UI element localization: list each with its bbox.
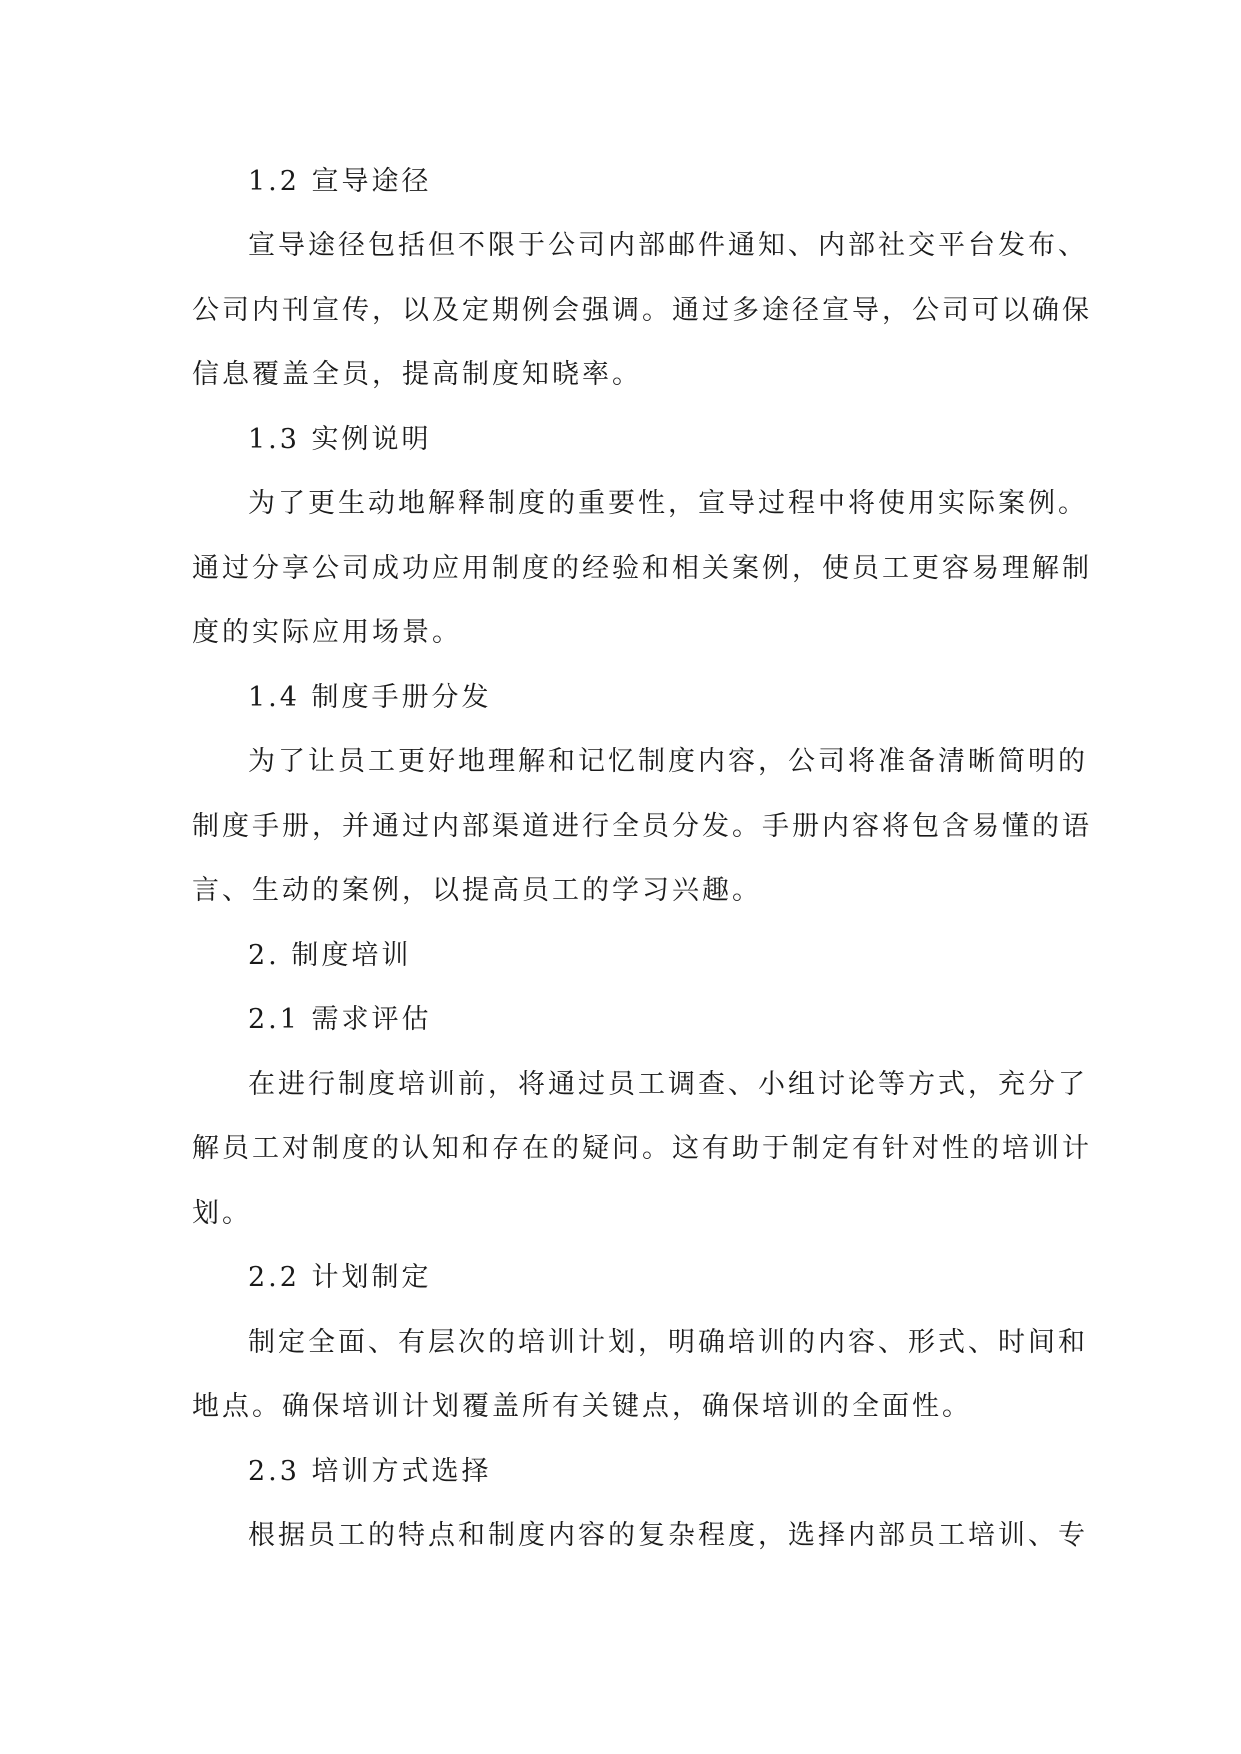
paragraph-line: 在进行制度培训前，将通过员工调查、小组讨论等方式，充分了 xyxy=(248,1069,1088,1100)
paragraph-line: 地点。确保培训计划覆盖所有关键点，确保培训的全面性。 xyxy=(192,1391,972,1422)
paragraph-line: 公司内刊宣传，以及定期例会强调。通过多途径宣导，公司可以确保 xyxy=(192,295,1092,326)
paragraph-line: 划。 xyxy=(192,1198,252,1229)
section-heading-2-2: 2.2 计划制定 xyxy=(248,1262,432,1293)
section-heading-2-1: 2.1 需求评估 xyxy=(248,1004,432,1035)
section-heading-1-4: 1.4 制度手册分发 xyxy=(248,682,492,713)
paragraph-line: 根据员工的特点和制度内容的复杂程度，选择内部员工培训、专 xyxy=(248,1520,1088,1551)
paragraph-line: 制度手册，并通过内部渠道进行全员分发。手册内容将包含易懂的语 xyxy=(192,811,1092,842)
paragraph-line: 信息覆盖全员，提高制度知晓率。 xyxy=(192,359,642,390)
paragraph-line: 解员工对制度的认知和存在的疑问。这有助于制定有针对性的培训计 xyxy=(192,1133,1092,1164)
section-heading-2-3: 2.3 培训方式选择 xyxy=(248,1456,492,1487)
paragraph-line: 为了让员工更好地理解和记忆制度内容，公司将准备清晰简明的 xyxy=(248,746,1088,777)
paragraph-line: 言、生动的案例，以提高员工的学习兴趣。 xyxy=(192,875,762,906)
paragraph-line: 通过分享公司成功应用制度的经验和相关案例，使员工更容易理解制 xyxy=(192,553,1092,584)
paragraph-line: 宣导途径包括但不限于公司内部邮件通知、内部社交平台发布、 xyxy=(248,230,1088,261)
paragraph-line: 制定全面、有层次的培训计划，明确培训的内容、形式、时间和 xyxy=(248,1327,1088,1358)
paragraph-line: 度的实际应用场景。 xyxy=(192,617,462,648)
section-heading-2: 2. 制度培训 xyxy=(248,940,412,971)
section-heading-1-2: 1.2 宣导途径 xyxy=(248,166,432,197)
section-heading-1-3: 1.3 实例说明 xyxy=(248,424,432,455)
paragraph-line: 为了更生动地解释制度的重要性，宣导过程中将使用实际案例。 xyxy=(248,488,1088,519)
